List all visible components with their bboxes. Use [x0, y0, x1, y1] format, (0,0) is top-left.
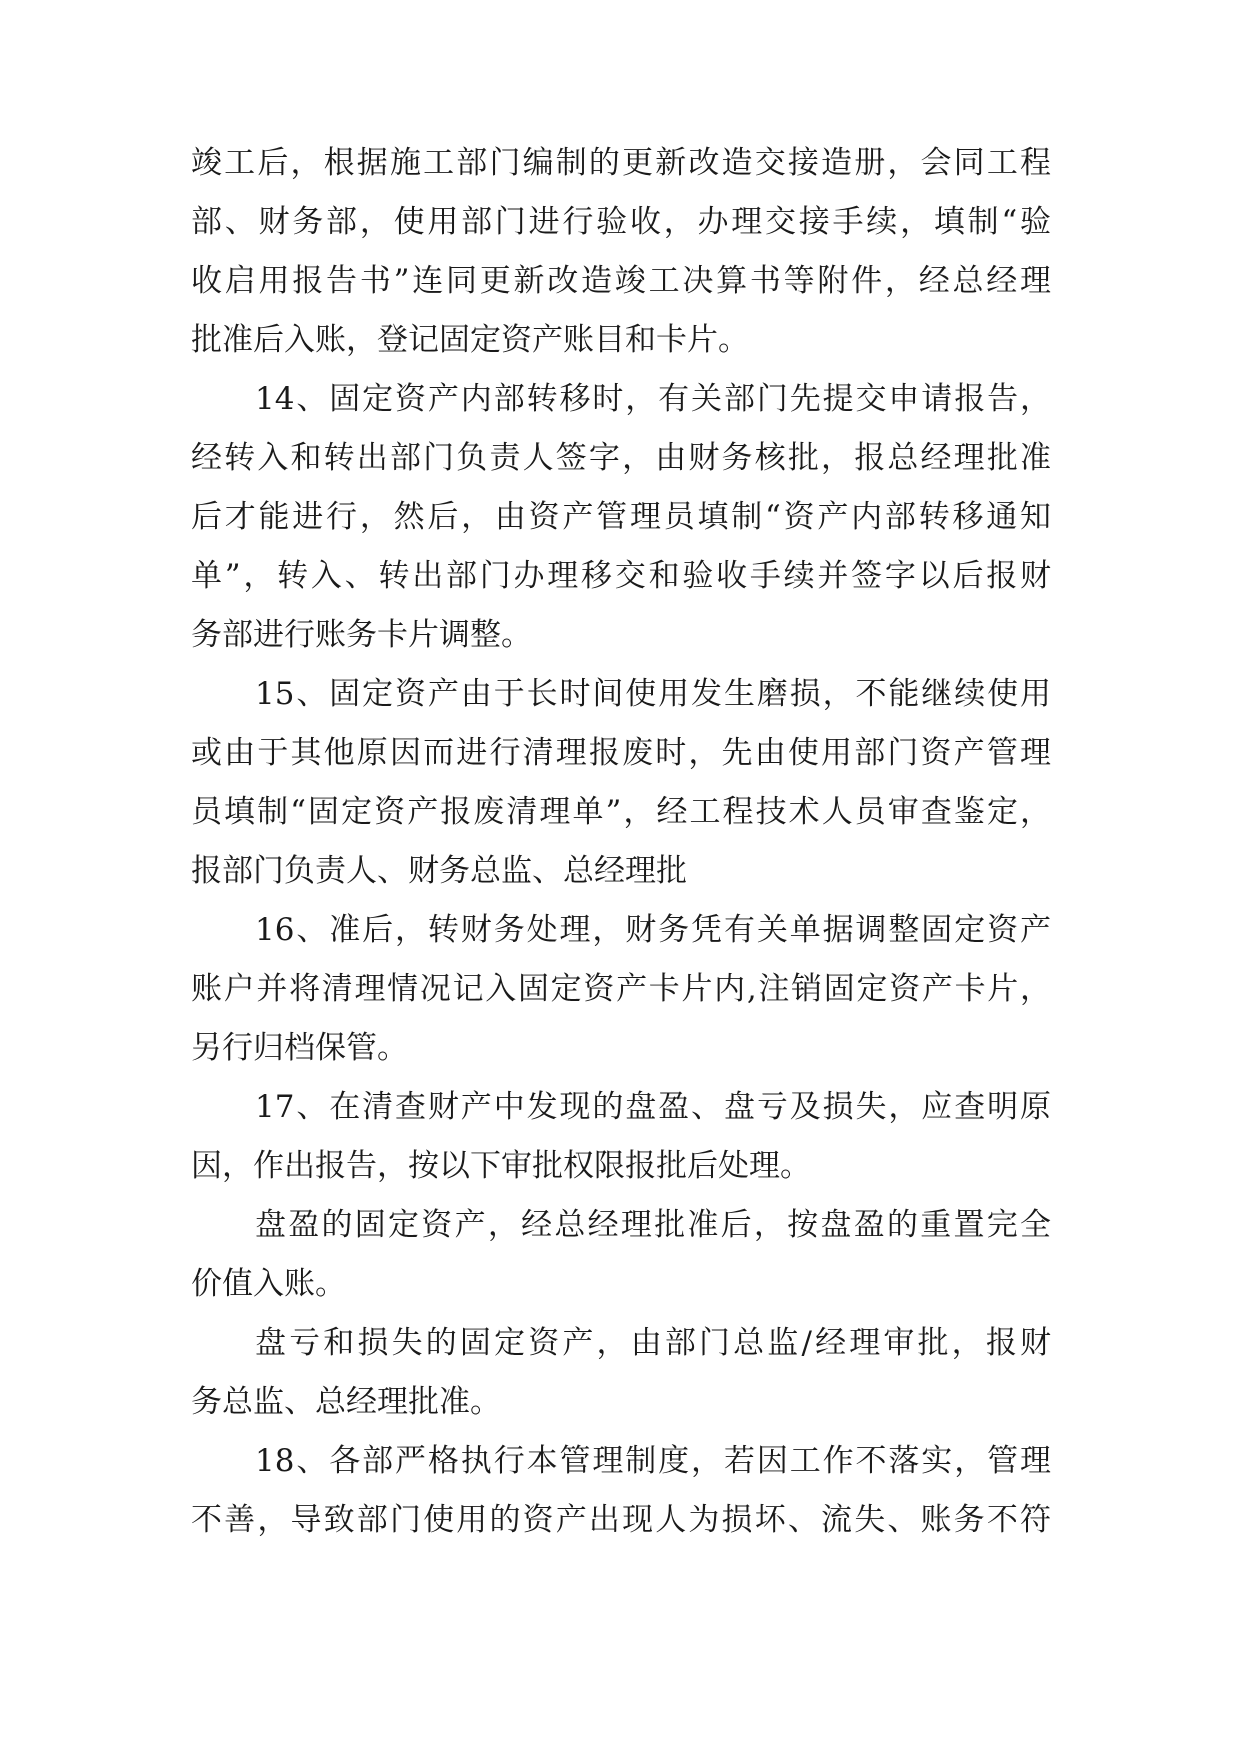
text-line: 收启用报告书”连同更新改造竣工决算书等附件，经总经理 [191, 263, 1051, 299]
text-line: 16、准后，转财务处理，财务凭有关单据调整固定资产 [255, 912, 1051, 948]
text-line: 另行归档保管。 [191, 1030, 408, 1066]
text-line: 不善，导致部门使用的资产出现人为损坏、流失、账务不符 [191, 1502, 1051, 1538]
text-line: 报部门负责人、财务总监、总经理批 [191, 853, 687, 889]
text-line: 后才能进行，然后，由资产管理员填制“资产内部转移通知 [191, 499, 1051, 535]
text-line: 务总监、总经理批准。 [191, 1384, 501, 1420]
text-line: 盘亏和损失的固定资产，由部门总监/经理审批，报财 [255, 1325, 1051, 1361]
text-line: 盘盈的固定资产，经总经理批准后，按盘盈的重置完全 [255, 1207, 1051, 1243]
text-line: 竣工后，根据施工部门编制的更新改造交接造册，会同工程 [191, 145, 1051, 181]
text-line: 17、在清查财产中发现的盘盈、盘亏及损失，应查明原 [255, 1089, 1051, 1125]
text-line: 18、各部严格执行本管理制度，若因工作不落实，管理 [255, 1443, 1051, 1479]
text-line: 或由于其他原因而进行清理报废时，先由使用部门资产管理 [191, 735, 1051, 771]
text-line: 因，作出报告，按以下审批权限报批后处理。 [191, 1148, 811, 1184]
text-line: 批准后入账，登记固定资产账目和卡片。 [191, 322, 749, 358]
text-line: 单”，转入、转出部门办理移交和验收手续并签字以后报财 [191, 558, 1051, 594]
text-line: 经转入和转出部门负责人签字，由财务核批，报总经理批准 [191, 440, 1051, 476]
text-line: 账户并将清理情况记入固定资产卡片内,注销固定资产卡片， [191, 971, 1051, 1007]
text-line: 员填制“固定资产报废清理单”，经工程技术人员审查鉴定， [191, 794, 1051, 830]
text-line: 15、固定资产由于长时间使用发生磨损，不能继续使用 [255, 676, 1051, 712]
text-line: 部、财务部，使用部门进行验收，办理交接手续，填制“验 [191, 204, 1051, 240]
text-line: 务部进行账务卡片调整。 [191, 617, 532, 653]
text-line: 14、固定资产内部转移时，有关部门先提交申请报告， [255, 381, 1051, 417]
text-line: 价值入账。 [191, 1266, 346, 1302]
